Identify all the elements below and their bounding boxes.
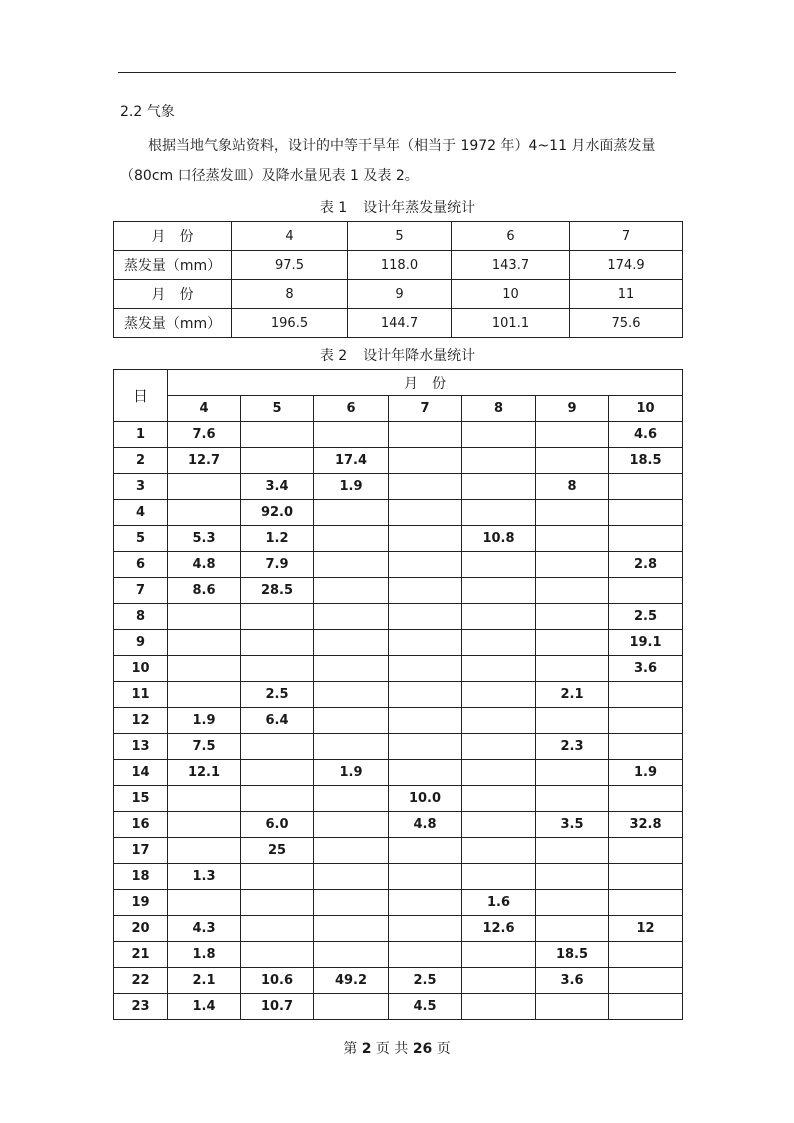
table-row — [114, 994, 683, 1020]
table-row — [114, 760, 683, 786]
table-row — [114, 656, 683, 682]
precipitation-cell — [462, 630, 536, 656]
precipitation-cell — [536, 916, 609, 942]
precipitation-cell — [389, 916, 462, 942]
precipitation-cell — [241, 448, 314, 474]
month-cell: 9 — [348, 280, 452, 309]
precipitation-cell — [241, 656, 314, 682]
precipitation-cell: 1.8 — [168, 942, 241, 968]
table-row — [114, 708, 683, 734]
precipitation-cell — [536, 994, 609, 1020]
precipitation-cell — [536, 526, 609, 552]
precipitation-cell: 7.5 — [168, 734, 241, 760]
precipitation-cell: 1.9 — [168, 708, 241, 734]
precipitation-cell: 3.6 — [609, 656, 683, 682]
precipitation-cell: 49.2 — [314, 968, 389, 994]
precipitation-cell — [314, 682, 389, 708]
table-row — [114, 942, 683, 968]
precipitation-cell — [389, 448, 462, 474]
precipitation-cell — [536, 422, 609, 448]
precipitation-cell — [536, 578, 609, 604]
precipitation-cell — [168, 604, 241, 630]
day-cell: 17 — [114, 838, 168, 864]
month-cell: 7 — [570, 222, 683, 251]
precipitation-cell: 19.1 — [609, 630, 683, 656]
precipitation-cell — [462, 500, 536, 526]
precipitation-cell: 4.3 — [168, 916, 241, 942]
precipitation-cell — [241, 604, 314, 630]
precipitation-cell: 6.0 — [241, 812, 314, 838]
month-cell: 5 — [348, 222, 452, 251]
precipitation-cell — [314, 422, 389, 448]
table2-caption-text: 设计年降水量统计 — [363, 348, 476, 364]
table-row — [114, 500, 683, 526]
precipitation-cell — [389, 656, 462, 682]
precipitation-cell: 2.1 — [168, 968, 241, 994]
precipitation-cell — [462, 656, 536, 682]
precipitation-cell: 7.9 — [241, 552, 314, 578]
precipitation-cell: 3.5 — [536, 812, 609, 838]
precipitation-cell: 12.6 — [462, 916, 536, 942]
section-paragraph: 根据当地气象站资料，设计的中等干旱年（相当于 1972 年）4~11 月水面蒸发量（80cm 口径蒸发皿）及降水量见表 1 及表 2。 — [120, 138, 656, 184]
precipitation-cell — [609, 526, 683, 552]
precipitation-cell — [168, 838, 241, 864]
month-column-header: 4 — [168, 396, 241, 422]
precipitation-cell: 25 — [241, 838, 314, 864]
precipitation-cell — [462, 994, 536, 1020]
precipitation-cell — [462, 708, 536, 734]
day-cell: 4 — [114, 500, 168, 526]
table-row — [114, 838, 683, 864]
precipitation-cell — [168, 500, 241, 526]
precipitation-cell — [609, 890, 683, 916]
precipitation-cell: 6.4 — [241, 708, 314, 734]
precipitation-cell: 5.3 — [168, 526, 241, 552]
precipitation-cell — [462, 422, 536, 448]
precipitation-cell — [314, 942, 389, 968]
day-header: 日 — [114, 370, 168, 422]
precipitation-cell — [389, 942, 462, 968]
precipitation-cell: 2.5 — [241, 682, 314, 708]
precipitation-cell — [462, 864, 536, 890]
table2-caption — [113, 345, 682, 365]
precipitation-cell — [462, 760, 536, 786]
precipitation-cell — [536, 708, 609, 734]
precipitation-cell — [314, 994, 389, 1020]
precipitation-cell — [314, 734, 389, 760]
month-row — [114, 396, 683, 422]
precipitation-cell — [536, 604, 609, 630]
evaporation-table — [113, 221, 683, 338]
day-cell: 11 — [114, 682, 168, 708]
precipitation-cell: 1.2 — [241, 526, 314, 552]
precipitation-cell: 12 — [609, 916, 683, 942]
month-cell: 11 — [570, 280, 683, 309]
precipitation-cell — [462, 734, 536, 760]
precipitation-cell — [314, 916, 389, 942]
precipitation-cell: 1.3 — [168, 864, 241, 890]
precipitation-cell — [609, 786, 683, 812]
value-cell: 75.6 — [570, 309, 683, 338]
table1-caption — [113, 197, 682, 217]
day-cell: 1 — [114, 422, 168, 448]
precipitation-cell — [168, 786, 241, 812]
precipitation-cell: 10.7 — [241, 994, 314, 1020]
month-column-header: 10 — [609, 396, 683, 422]
precipitation-cell — [462, 838, 536, 864]
precipitation-cell: 8 — [536, 474, 609, 500]
month-label: 月 份 — [114, 222, 232, 251]
table-row — [114, 890, 683, 916]
month-column-header: 8 — [462, 396, 536, 422]
table-row — [114, 251, 683, 280]
precipitation-cell: 28.5 — [241, 578, 314, 604]
precipitation-cell — [389, 734, 462, 760]
precipitation-cell — [609, 500, 683, 526]
precipitation-cell: 1.9 — [314, 474, 389, 500]
precipitation-cell — [536, 448, 609, 474]
day-cell: 13 — [114, 734, 168, 760]
precipitation-cell — [241, 864, 314, 890]
day-cell: 3 — [114, 474, 168, 500]
precipitation-cell — [462, 942, 536, 968]
precipitation-cell — [241, 786, 314, 812]
precipitation-cell — [314, 604, 389, 630]
value-cell: 101.1 — [452, 309, 570, 338]
precipitation-cell — [609, 994, 683, 1020]
precipitation-cell: 10.8 — [462, 526, 536, 552]
precipitation-cell: 1.4 — [168, 994, 241, 1020]
table-row — [114, 474, 683, 500]
table-row — [114, 812, 683, 838]
precipitation-cell: 3.6 — [536, 968, 609, 994]
precipitation-cell — [389, 838, 462, 864]
table-row — [114, 280, 683, 309]
day-cell: 20 — [114, 916, 168, 942]
precipitation-cell — [389, 578, 462, 604]
table-row — [114, 630, 683, 656]
precipitation-cell — [609, 708, 683, 734]
precipitation-cell — [241, 630, 314, 656]
footer-prefix: 第 — [343, 1041, 358, 1057]
precipitation-cell — [389, 760, 462, 786]
precipitation-cell: 4.8 — [389, 812, 462, 838]
day-cell: 21 — [114, 942, 168, 968]
precipitation-cell — [536, 838, 609, 864]
precipitation-cell — [241, 422, 314, 448]
precipitation-cell — [609, 838, 683, 864]
header-rule — [118, 72, 676, 73]
precipitation-cell — [241, 734, 314, 760]
value-cell: 144.7 — [348, 309, 452, 338]
table-row — [114, 864, 683, 890]
table-row — [114, 734, 683, 760]
precipitation-cell: 7.6 — [168, 422, 241, 448]
precipitation-cell: 18.5 — [609, 448, 683, 474]
precipitation-cell — [389, 864, 462, 890]
precipitation-cell — [536, 864, 609, 890]
value-cell: 118.0 — [348, 251, 452, 280]
day-cell: 12 — [114, 708, 168, 734]
precipitation-cell: 10.6 — [241, 968, 314, 994]
precipitation-cell — [389, 630, 462, 656]
precipitation-cell: 3.4 — [241, 474, 314, 500]
value-cell: 143.7 — [452, 251, 570, 280]
precipitation-cell: 4.5 — [389, 994, 462, 1020]
table-header-row — [114, 370, 683, 396]
precipitation-cell — [314, 578, 389, 604]
day-cell: 6 — [114, 552, 168, 578]
month-cell: 4 — [232, 222, 348, 251]
precipitation-cell: 4.6 — [609, 422, 683, 448]
precipitation-cell — [314, 526, 389, 552]
precipitation-cell — [389, 422, 462, 448]
table-row — [114, 448, 683, 474]
precipitation-cell — [168, 656, 241, 682]
month-column-header: 5 — [241, 396, 314, 422]
precipitation-cell — [609, 682, 683, 708]
precipitation-cell: 12.7 — [168, 448, 241, 474]
precipitation-cell — [536, 786, 609, 812]
precipitation-cell — [462, 682, 536, 708]
precipitation-cell — [389, 500, 462, 526]
precipitation-cell — [536, 760, 609, 786]
precipitation-cell — [314, 500, 389, 526]
precipitation-cell — [314, 552, 389, 578]
evaporation-label: 蒸发量（mm） — [114, 309, 232, 338]
precipitation-cell — [536, 656, 609, 682]
value-cell: 174.9 — [570, 251, 683, 280]
footer-page-number: 2 — [361, 1041, 372, 1057]
table-row — [114, 968, 683, 994]
footer-middle: 页 共 — [375, 1041, 409, 1057]
precipitation-cell: 1.9 — [609, 760, 683, 786]
precipitation-cell — [536, 630, 609, 656]
day-cell: 22 — [114, 968, 168, 994]
table-row — [114, 552, 683, 578]
table1-caption-number: 表 1 — [319, 200, 348, 216]
precipitation-cell — [536, 890, 609, 916]
precipitation-cell — [609, 474, 683, 500]
table-row — [114, 526, 683, 552]
evaporation-label: 蒸发量（mm） — [114, 251, 232, 280]
precipitation-cell — [314, 838, 389, 864]
precipitation-cell — [389, 682, 462, 708]
day-cell: 16 — [114, 812, 168, 838]
precipitation-cell — [314, 708, 389, 734]
precipitation-cell — [609, 968, 683, 994]
page-footer — [0, 1038, 794, 1058]
precipitation-cell — [389, 552, 462, 578]
table-row — [114, 604, 683, 630]
table2-caption-number: 表 2 — [319, 348, 348, 364]
value-cell: 97.5 — [232, 251, 348, 280]
precipitation-cell: 2.5 — [609, 604, 683, 630]
precipitation-cell: 8.6 — [168, 578, 241, 604]
month-cell: 8 — [232, 280, 348, 309]
table-row — [114, 222, 683, 251]
precipitation-cell — [462, 448, 536, 474]
precipitation-cell — [462, 474, 536, 500]
table-row — [114, 309, 683, 338]
month-header: 月 份 — [168, 370, 683, 396]
precipitation-cell — [536, 500, 609, 526]
table-row — [114, 786, 683, 812]
precipitation-cell — [609, 864, 683, 890]
precipitation-cell — [389, 474, 462, 500]
precipitation-cell — [168, 474, 241, 500]
day-cell: 15 — [114, 786, 168, 812]
day-cell: 14 — [114, 760, 168, 786]
precipitation-cell — [609, 734, 683, 760]
precipitation-cell — [536, 552, 609, 578]
table1-caption-text: 设计年蒸发量统计 — [363, 200, 476, 216]
day-cell: 9 — [114, 630, 168, 656]
month-column-header: 7 — [389, 396, 462, 422]
precipitation-cell: 1.9 — [314, 760, 389, 786]
day-cell: 18 — [114, 864, 168, 890]
precipitation-cell: 12.1 — [168, 760, 241, 786]
precipitation-cell: 92.0 — [241, 500, 314, 526]
month-label: 月 份 — [114, 280, 232, 309]
precipitation-cell: 10.0 — [389, 786, 462, 812]
precipitation-table — [113, 369, 683, 1020]
precipitation-cell — [389, 890, 462, 916]
precipitation-cell — [314, 890, 389, 916]
precipitation-cell — [389, 604, 462, 630]
precipitation-cell — [241, 890, 314, 916]
precipitation-cell: 4.8 — [168, 552, 241, 578]
precipitation-cell — [462, 812, 536, 838]
day-cell: 19 — [114, 890, 168, 916]
footer-suffix: 页 — [436, 1041, 451, 1057]
month-cell: 10 — [452, 280, 570, 309]
table-row — [114, 682, 683, 708]
precipitation-cell: 2.1 — [536, 682, 609, 708]
precipitation-cell — [462, 968, 536, 994]
precipitation-cell — [314, 656, 389, 682]
precipitation-cell — [314, 786, 389, 812]
precipitation-cell: 1.6 — [462, 890, 536, 916]
day-cell: 10 — [114, 656, 168, 682]
table-row — [114, 422, 683, 448]
precipitation-cell — [241, 760, 314, 786]
precipitation-cell: 18.5 — [536, 942, 609, 968]
table-row — [114, 916, 683, 942]
section-heading: 2.2 气象 — [120, 104, 175, 120]
day-cell: 23 — [114, 994, 168, 1020]
precipitation-cell: 32.8 — [609, 812, 683, 838]
precipitation-cell — [462, 786, 536, 812]
day-cell: 8 — [114, 604, 168, 630]
month-column-header: 9 — [536, 396, 609, 422]
precipitation-cell: 2.5 — [389, 968, 462, 994]
month-cell: 6 — [452, 222, 570, 251]
precipitation-cell — [389, 526, 462, 552]
precipitation-cell — [609, 942, 683, 968]
value-cell: 196.5 — [232, 309, 348, 338]
precipitation-cell — [241, 916, 314, 942]
precipitation-cell — [168, 890, 241, 916]
precipitation-cell — [314, 864, 389, 890]
table-row — [114, 578, 683, 604]
precipitation-cell — [241, 942, 314, 968]
precipitation-cell — [462, 578, 536, 604]
precipitation-cell: 2.8 — [609, 552, 683, 578]
precipitation-cell — [389, 708, 462, 734]
day-cell: 7 — [114, 578, 168, 604]
precipitation-cell — [314, 630, 389, 656]
footer-total-pages: 26 — [412, 1041, 433, 1057]
precipitation-cell — [168, 630, 241, 656]
precipitation-cell — [168, 812, 241, 838]
precipitation-cell — [314, 812, 389, 838]
precipitation-cell — [462, 552, 536, 578]
day-cell: 5 — [114, 526, 168, 552]
month-column-header: 6 — [314, 396, 389, 422]
precipitation-cell — [609, 578, 683, 604]
precipitation-cell — [462, 604, 536, 630]
day-cell: 2 — [114, 448, 168, 474]
precipitation-cell: 17.4 — [314, 448, 389, 474]
precipitation-cell: 2.3 — [536, 734, 609, 760]
precipitation-cell — [168, 682, 241, 708]
